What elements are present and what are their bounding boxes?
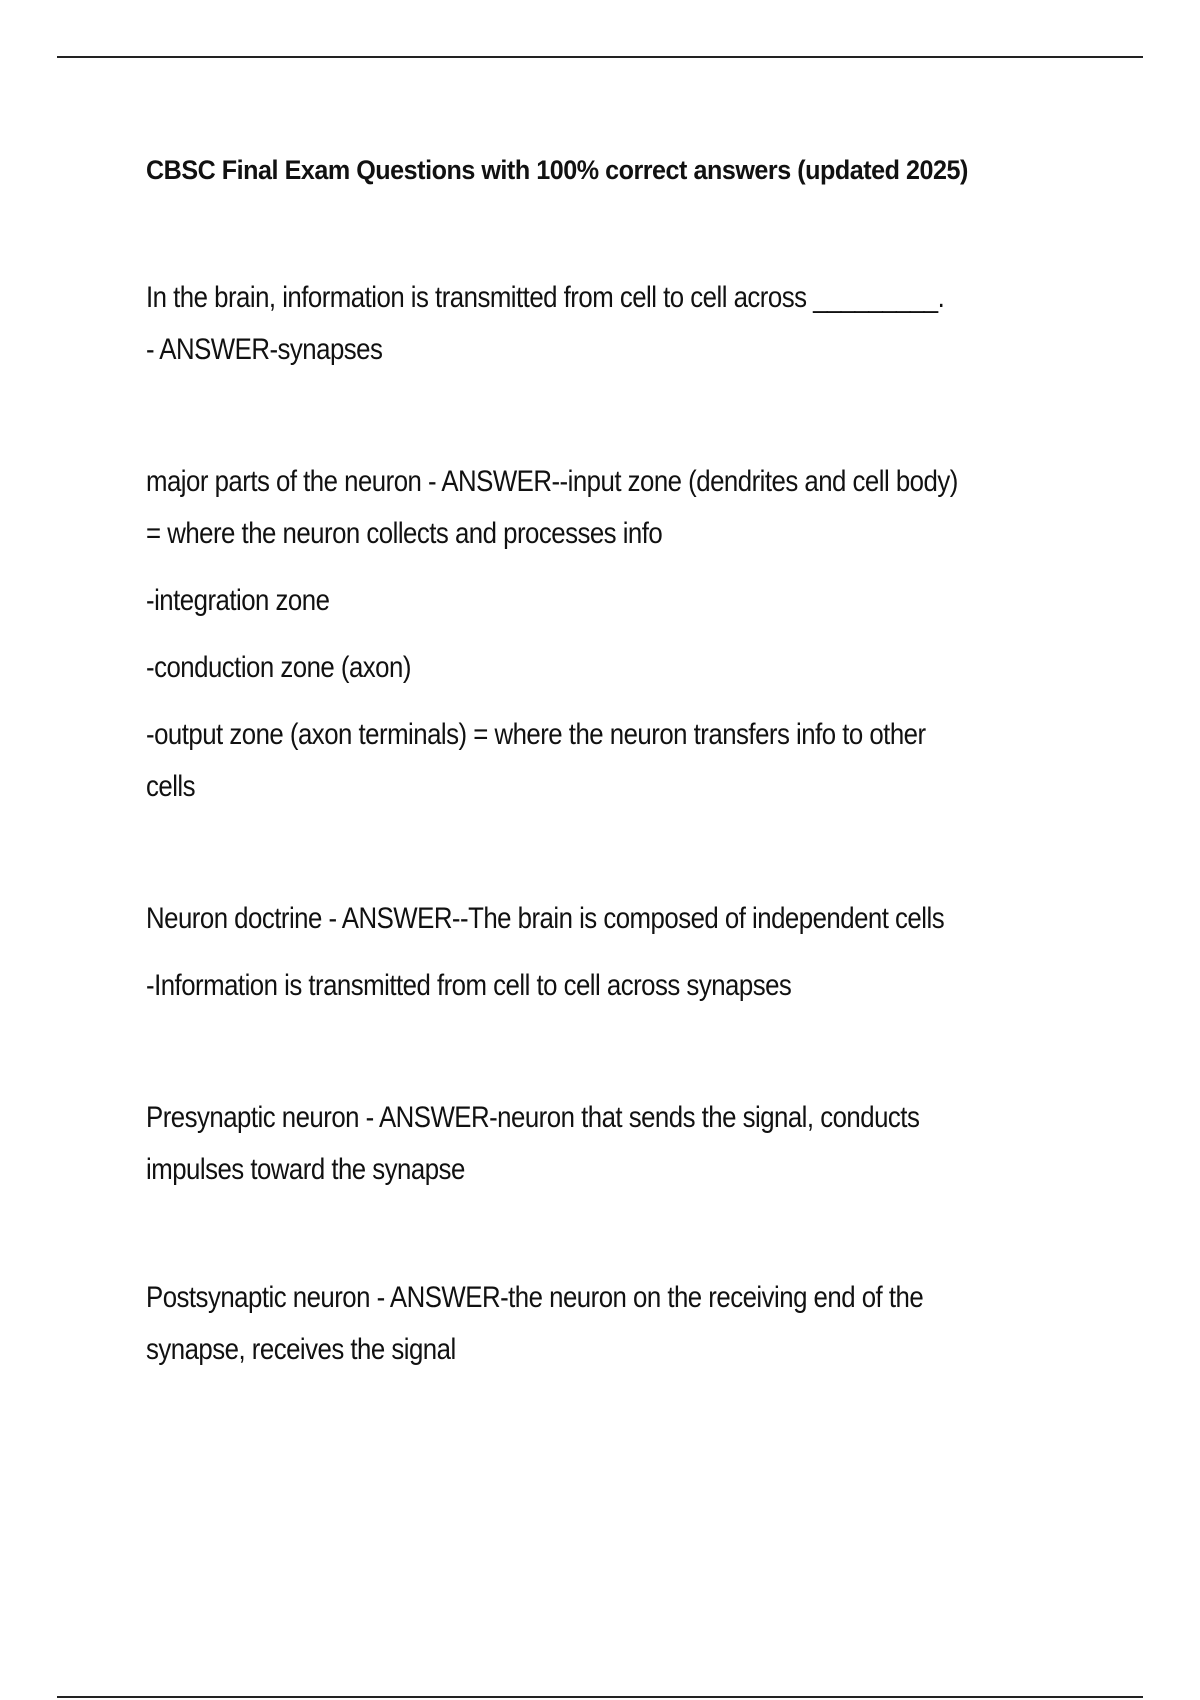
- answer-subline: -conduction zone (axon): [146, 651, 411, 684]
- qa-item-neuron-doctrine: [146, 893, 1109, 1012]
- qa-item-synapses: [146, 272, 1109, 376]
- answer-line: synapse, receives the signal: [146, 1333, 456, 1366]
- answer-subline: -output zone (axon terminals) = where the neuron transfers info to other: [146, 718, 926, 751]
- answer-line: = where the neuron collects and processes info: [146, 517, 663, 550]
- answer-line: - ANSWER-synapses: [146, 333, 383, 366]
- top-rule: [57, 56, 1143, 58]
- question-line: In the brain, information is transmitted from cell to cell across _________.: [146, 281, 945, 314]
- question-line: Presynaptic neuron - ANSWER-neuron that sends the signal, conducts: [146, 1101, 920, 1134]
- qa-item-postsynaptic-neuron: [146, 1272, 1109, 1376]
- answer-subline: -integration zone: [146, 584, 330, 617]
- answer-line: impulses toward the synapse: [146, 1153, 465, 1186]
- question-line: Neuron doctrine - ANSWER--The brain is composed of independent cells: [146, 902, 945, 935]
- qa-item-neuron-parts: [146, 456, 1109, 813]
- bottom-rule: [57, 1696, 1143, 1698]
- question-line: major parts of the neuron - ANSWER--input zone (dendrites and cell body): [146, 465, 958, 498]
- document-title: CBSC Final Exam Questions with 100% correct answers (updated 2025): [146, 155, 968, 185]
- qa-item-presynaptic-neuron: [146, 1092, 1109, 1196]
- answer-subline: cells: [146, 770, 196, 803]
- document-body: [146, 148, 1096, 1376]
- answer-subline: -Information is transmitted from cell to cell across synapses: [146, 969, 792, 1002]
- question-line: Postsynaptic neuron - ANSWER-the neuron on the receiving end of the: [146, 1281, 924, 1314]
